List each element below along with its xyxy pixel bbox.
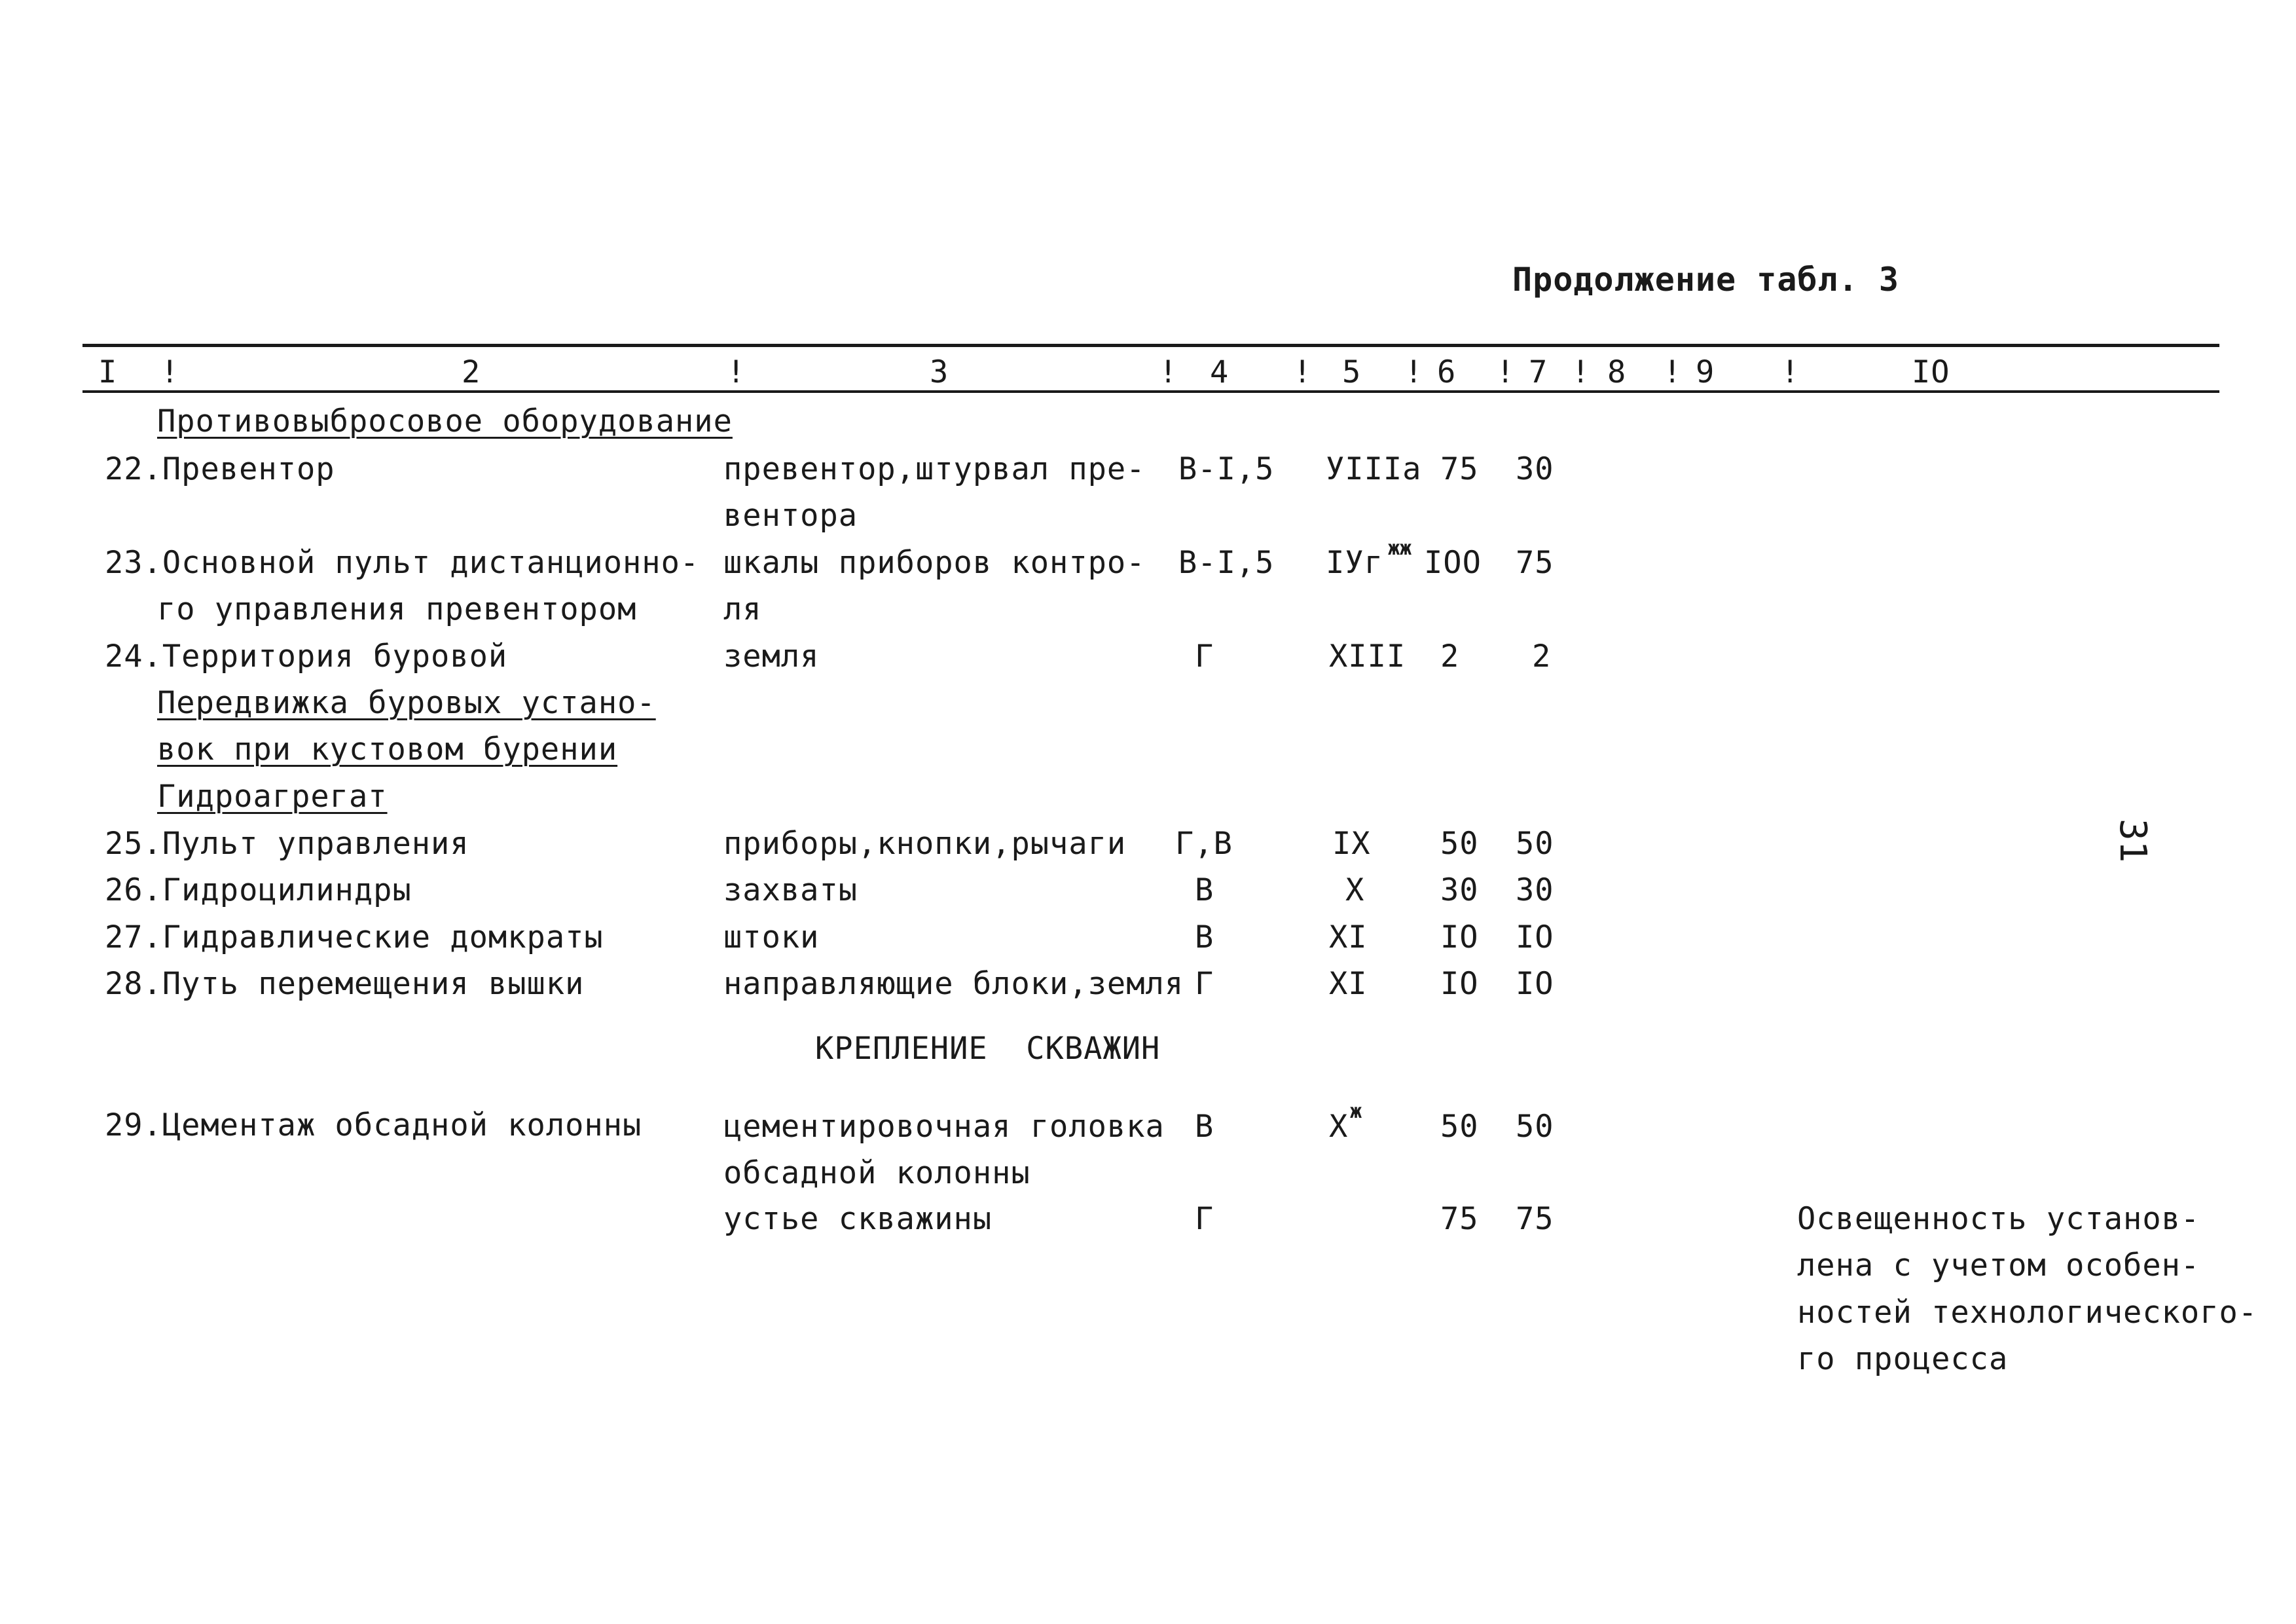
cell-category: XI [1329, 919, 1368, 955]
col-sep: ! [1404, 354, 1424, 390]
cell-surface: штоки [723, 919, 820, 955]
cell-illum-7: 30 [1516, 872, 1554, 908]
cell-category: XI [1329, 966, 1368, 1002]
cell-object: го управления превентором [157, 591, 637, 627]
cell-illum-6: 50 [1440, 1109, 1479, 1145]
cell-illum-6: IO [1440, 966, 1479, 1002]
cell-object: 24.Территория буровой [105, 638, 508, 674]
cell-category: УIIIа [1326, 451, 1422, 487]
page-number: 31 [2111, 819, 2154, 863]
cell-category: X [1329, 1109, 1349, 1145]
cell-category: IУг [1326, 545, 1383, 581]
cell-surface: приборы,кнопки,рычаги [723, 826, 1127, 862]
cell-surface: шкалы приборов контро- [723, 545, 1146, 581]
cell-illum-7: 2 [1532, 638, 1552, 674]
cell-plane: Г [1195, 638, 1214, 674]
section-title: КРЕПЛЕНИЕ СКВАЖИН [815, 1031, 1161, 1067]
footnote-mark: ж [1350, 1100, 1362, 1123]
col-sep: ! [160, 354, 180, 390]
cell-illum-6: 75 [1440, 1201, 1479, 1237]
cell-illum-6: 2 [1440, 638, 1460, 674]
col-sep: ! [1293, 354, 1313, 390]
cell-plane: В [1195, 1109, 1214, 1145]
cell-surface: устье скважины [723, 1201, 993, 1237]
cell-surface: вентора [723, 498, 858, 534]
cell-plane: Г [1195, 966, 1214, 1002]
cell-surface: земля [723, 638, 820, 674]
cell-surface: захваты [723, 872, 858, 908]
cell-note: го процесса [1797, 1341, 2009, 1377]
cell-plane: Г [1195, 1201, 1214, 1237]
col-header-9: 9 [1696, 354, 1715, 390]
cell-surface: превентор,штурвал пре- [723, 451, 1146, 487]
cell-category: IX [1332, 826, 1371, 862]
cell-illum-7: 30 [1516, 451, 1554, 487]
col-header-7: 7 [1529, 354, 1548, 390]
group-heading: Передвижка буровых устано- [157, 685, 656, 721]
cell-surface: цементировочная головка [723, 1109, 1165, 1145]
cell-illum-6: IO [1440, 919, 1479, 955]
cell-note: Освещенность установ- [1797, 1201, 2200, 1237]
cell-illum-6: 50 [1440, 826, 1479, 862]
cell-illum-6: 30 [1440, 872, 1479, 908]
cell-illum-7: 50 [1516, 1109, 1554, 1145]
col-header-10: IO [1912, 354, 1950, 390]
col-sep: ! [1663, 354, 1683, 390]
col-header-2: 2 [462, 354, 481, 390]
col-sep: ! [1159, 354, 1178, 390]
cell-illum-7: IO [1516, 919, 1554, 955]
col-header-1: I [98, 354, 118, 390]
cell-category: XIII [1329, 638, 1406, 674]
cell-illum-7: 75 [1516, 1201, 1554, 1237]
cell-illum-7: 50 [1516, 826, 1554, 862]
col-header-4: 4 [1210, 354, 1230, 390]
footnote-mark: жж [1388, 537, 1412, 560]
header-bottom-rule [82, 390, 2219, 393]
cell-plane: В [1195, 872, 1214, 908]
cell-object: 27.Гидравлические домкраты [105, 919, 604, 955]
col-header-6: 6 [1437, 354, 1457, 390]
cell-object: 29.Цементаж обсадной колонны [105, 1107, 642, 1143]
header-top-rule [82, 344, 2219, 347]
group-heading: вок при кустовом бурении [157, 731, 618, 767]
cell-surface: обсадной колонны [723, 1155, 1030, 1191]
col-sep: ! [727, 354, 746, 390]
cell-surface: ля [723, 591, 762, 627]
cell-illum-7: IO [1516, 966, 1554, 1002]
col-header-8: 8 [1607, 354, 1627, 390]
continuation-label: Продолжение табл. 3 [1512, 261, 1899, 299]
cell-object: 23.Основной пульт дистанционно- [105, 545, 700, 581]
cell-category: X [1345, 872, 1365, 908]
cell-note: ностей технологического- [1797, 1295, 2258, 1331]
cell-object: 22.Превентор [105, 451, 335, 487]
cell-object: 26.Гидроцилиндры [105, 872, 412, 908]
cell-illum-6: IOO [1424, 545, 1482, 581]
cell-object: 28.Путь перемещения вышки [105, 966, 585, 1002]
cell-surface: направляющие блоки,земля [723, 966, 1184, 1002]
group-heading: Противовыбросовое оборудование [157, 403, 733, 439]
cell-plane: В [1195, 919, 1214, 955]
col-sep: ! [1496, 354, 1516, 390]
group-heading: Гидроагрегат [157, 779, 388, 815]
cell-plane: Г,В [1175, 826, 1233, 862]
cell-plane: В-I,5 [1178, 451, 1275, 487]
cell-illum-6: 75 [1440, 451, 1479, 487]
cell-note: лена с учетом особен- [1797, 1247, 2200, 1283]
cell-plane: В-I,5 [1178, 545, 1275, 581]
col-header-5: 5 [1342, 354, 1362, 390]
cell-object: 25.Пульт управления [105, 826, 469, 862]
col-sep: ! [1781, 354, 1800, 390]
cell-illum-7: 75 [1516, 545, 1554, 581]
col-header-3: 3 [930, 354, 949, 390]
col-sep: ! [1571, 354, 1591, 390]
